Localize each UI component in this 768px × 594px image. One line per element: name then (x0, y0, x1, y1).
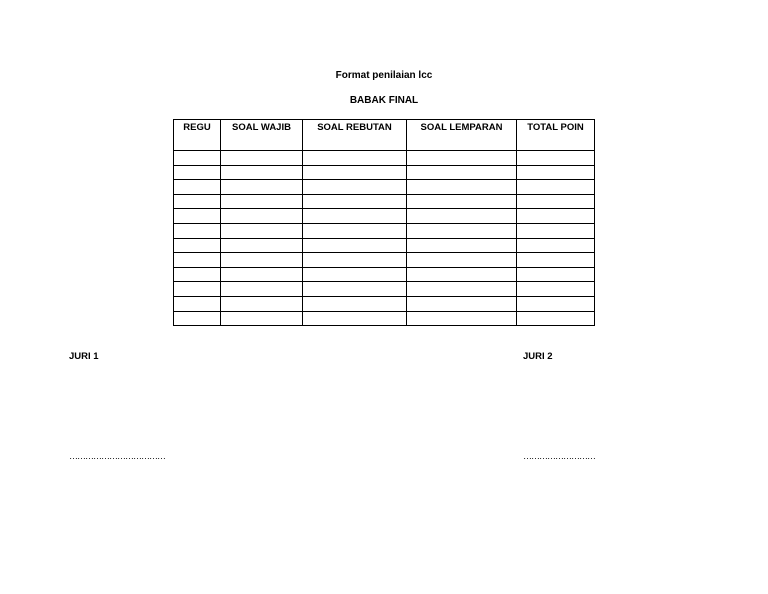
table-cell (221, 165, 303, 180)
table-cell (221, 209, 303, 224)
table-cell (303, 238, 407, 253)
table-cell (303, 282, 407, 297)
table-cell (517, 282, 595, 297)
table-cell (407, 194, 517, 209)
table-cell (303, 151, 407, 166)
juri-1-label: JURI 1 (69, 351, 99, 362)
table-cell (407, 151, 517, 166)
table-cell (221, 238, 303, 253)
column-header-soal-rebutan: SOAL REBUTAN (303, 120, 407, 151)
document-title: Format penilaian lcc (335, 70, 433, 81)
table-cell (517, 223, 595, 238)
table-row (174, 296, 595, 311)
juri-2-label: JURI 2 (523, 351, 553, 362)
table-cell (174, 151, 221, 166)
juri-2-signature-line: ……………………… (523, 451, 595, 461)
table-cell (517, 165, 595, 180)
table-cell (407, 180, 517, 195)
table-row (174, 238, 595, 253)
table-cell (303, 180, 407, 195)
table-cell (517, 194, 595, 209)
column-header-total-poin: TOTAL POIN (517, 120, 595, 151)
table-row (174, 282, 595, 297)
table-row (174, 253, 595, 268)
table-cell (174, 223, 221, 238)
table-cell (517, 296, 595, 311)
table-cell (174, 267, 221, 282)
table-cell (303, 165, 407, 180)
table-cell (303, 267, 407, 282)
juri-1-signature-line: ……………………………… (69, 451, 165, 461)
table-row (174, 311, 595, 326)
document-subtitle: BABAK FINAL (349, 95, 419, 106)
table-cell (221, 267, 303, 282)
table-cell (221, 282, 303, 297)
table-cell (517, 151, 595, 166)
column-header-soal-wajib: SOAL WAJIB (221, 120, 303, 151)
table-cell (407, 296, 517, 311)
table-cell (517, 238, 595, 253)
table-cell (303, 253, 407, 268)
table-cell (303, 223, 407, 238)
table-cell (221, 296, 303, 311)
table-cell (174, 253, 221, 268)
table-cell (174, 194, 221, 209)
table-cell (221, 223, 303, 238)
column-header-regu: REGU (174, 120, 221, 151)
table-cell (517, 267, 595, 282)
table-cell (407, 311, 517, 326)
table-cell (407, 238, 517, 253)
table-cell (303, 311, 407, 326)
table-cell (407, 165, 517, 180)
table-cell (174, 165, 221, 180)
table-cell (517, 209, 595, 224)
table-row (174, 165, 595, 180)
table-cell (174, 238, 221, 253)
table-cell (174, 209, 221, 224)
column-header-soal-lemparan: SOAL LEMPARAN (407, 120, 517, 151)
table-cell (174, 180, 221, 195)
table-row (174, 194, 595, 209)
table-cell (407, 267, 517, 282)
table-cell (407, 223, 517, 238)
table-cell (517, 253, 595, 268)
table-cell (517, 180, 595, 195)
table-cell (174, 282, 221, 297)
table-header-row (174, 120, 595, 151)
table-cell (221, 151, 303, 166)
table-cell (221, 194, 303, 209)
table-body (174, 151, 595, 326)
table-row (174, 267, 595, 282)
score-table (173, 119, 595, 326)
table-cell (174, 311, 221, 326)
table-cell (221, 311, 303, 326)
table-cell (303, 296, 407, 311)
table-cell (221, 180, 303, 195)
table-cell (517, 311, 595, 326)
table-cell (407, 282, 517, 297)
table-row (174, 180, 595, 195)
table-row (174, 209, 595, 224)
table-cell (303, 209, 407, 224)
table-cell (221, 253, 303, 268)
table-row (174, 151, 595, 166)
table-cell (407, 209, 517, 224)
table-cell (303, 194, 407, 209)
table-cell (174, 296, 221, 311)
table-row (174, 223, 595, 238)
table-cell (407, 253, 517, 268)
